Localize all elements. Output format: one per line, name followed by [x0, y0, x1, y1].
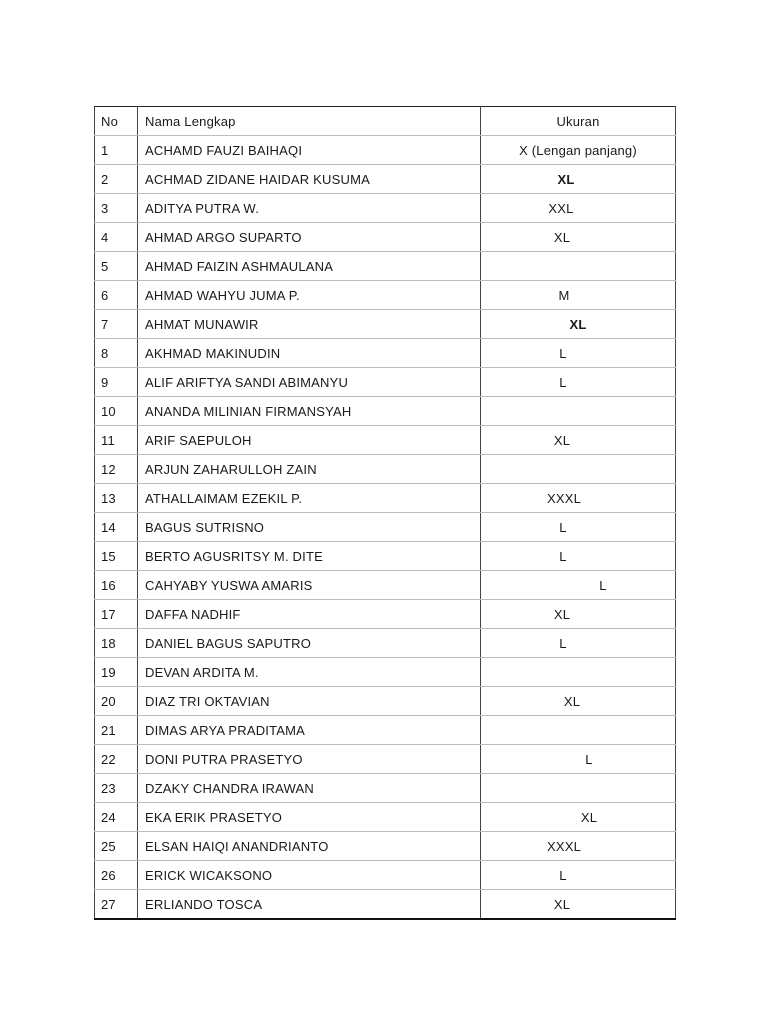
full-name: AHMAD FAIZIN ASHMAULANA: [138, 252, 481, 281]
shirt-size-cell: [481, 194, 676, 223]
size-roster-table: [94, 106, 676, 920]
shirt-size-cell: [481, 629, 676, 658]
row-number: 24: [95, 803, 138, 832]
table-row: [95, 165, 676, 194]
shirt-size: M: [558, 287, 570, 303]
full-name: AKHMAD MAKINUDIN: [138, 339, 481, 368]
full-name: DZAKY CHANDRA IRAWAN: [138, 774, 481, 803]
shirt-size: XXXL: [546, 838, 582, 854]
full-name: ERLIANDO TOSCA: [138, 890, 481, 920]
full-name: ACHAMD FAUZI BAIHAQI: [138, 136, 481, 165]
row-number: 9: [95, 368, 138, 397]
shirt-size: L: [559, 374, 567, 390]
table-row: [95, 368, 676, 397]
shirt-size: L: [559, 635, 567, 651]
table-row: [95, 136, 676, 165]
row-number: 13: [95, 484, 138, 513]
row-number: 25: [95, 832, 138, 861]
table-row: [95, 774, 676, 803]
shirt-size: XL: [553, 229, 571, 245]
table-row: [95, 281, 676, 310]
shirt-size-cell: [481, 803, 676, 832]
shirt-size-cell: [481, 484, 676, 513]
row-number: 1: [95, 136, 138, 165]
shirt-size: L: [559, 867, 567, 883]
shirt-size-cell: [481, 658, 676, 687]
shirt-size-cell: [481, 252, 676, 281]
shirt-size-cell: [481, 455, 676, 484]
full-name: ALIF ARIFTYA SANDI ABIMANYU: [138, 368, 481, 397]
table-row: [95, 861, 676, 890]
table-row: [95, 803, 676, 832]
table-row: [95, 455, 676, 484]
shirt-size-cell: [481, 281, 676, 310]
shirt-size-cell: [481, 774, 676, 803]
table-row: [95, 542, 676, 571]
full-name: DANIEL BAGUS SAPUTRO: [138, 629, 481, 658]
table-header-row: [95, 107, 676, 136]
shirt-size-cell: [481, 165, 676, 194]
shirt-size-cell: [481, 223, 676, 252]
table-row: [95, 832, 676, 861]
full-name: DEVAN ARDITA M.: [138, 658, 481, 687]
row-number: 18: [95, 629, 138, 658]
row-number: 11: [95, 426, 138, 455]
row-number: 26: [95, 861, 138, 890]
table-row: [95, 513, 676, 542]
table-row: [95, 339, 676, 368]
full-name: EKA ERIK PRASETYO: [138, 803, 481, 832]
full-name: AHMAD WAHYU JUMA P.: [138, 281, 481, 310]
row-number: 5: [95, 252, 138, 281]
shirt-size: L: [585, 751, 593, 767]
row-number: 8: [95, 339, 138, 368]
full-name: ARJUN ZAHARULLOH ZAIN: [138, 455, 481, 484]
row-number: 14: [95, 513, 138, 542]
shirt-size-cell: [481, 600, 676, 629]
full-name: ELSAN HAIQI ANANDRIANTO: [138, 832, 481, 861]
table-row: [95, 629, 676, 658]
full-name: ERICK WICAKSONO: [138, 861, 481, 890]
shirt-size: XL: [580, 809, 598, 825]
row-number: 21: [95, 716, 138, 745]
full-name: BAGUS SUTRISNO: [138, 513, 481, 542]
table-row: [95, 223, 676, 252]
shirt-size-cell: [481, 339, 676, 368]
shirt-size-cell: [481, 426, 676, 455]
shirt-size: XL: [553, 606, 571, 622]
shirt-size-cell: [481, 861, 676, 890]
shirt-size-cell: [481, 687, 676, 716]
row-number: 22: [95, 745, 138, 774]
table-row: [95, 687, 676, 716]
shirt-size: XL: [553, 432, 571, 448]
table-row: [95, 890, 676, 920]
row-number: 23: [95, 774, 138, 803]
full-name: DIAZ TRI OKTAVIAN: [138, 687, 481, 716]
shirt-size-cell: [481, 136, 676, 165]
table-row: [95, 716, 676, 745]
row-number: 16: [95, 571, 138, 600]
row-number: 15: [95, 542, 138, 571]
table-row: [95, 571, 676, 600]
row-number: 27: [95, 890, 138, 920]
shirt-size: XXXL: [546, 490, 582, 506]
shirt-size-cell: [481, 832, 676, 861]
full-name: DONI PUTRA PRASETYO: [138, 745, 481, 774]
header-no: No: [95, 107, 138, 136]
header-size-label: Ukuran: [556, 113, 600, 129]
header-name: Nama Lengkap: [138, 107, 481, 136]
shirt-size: L: [559, 345, 567, 361]
shirt-size: XXL: [548, 200, 574, 216]
row-number: 10: [95, 397, 138, 426]
full-name: CAHYABY YUSWA AMARIS: [138, 571, 481, 600]
table-row: [95, 397, 676, 426]
row-number: 4: [95, 223, 138, 252]
shirt-size-cell: [481, 716, 676, 745]
shirt-size: XL: [557, 171, 575, 187]
header-size: [481, 107, 676, 136]
table-row: [95, 194, 676, 223]
full-name: ATHALLAIMAM EZEKIL P.: [138, 484, 481, 513]
shirt-size-cell: [481, 542, 676, 571]
full-name: ACHMAD ZIDANE HAIDAR KUSUMA: [138, 165, 481, 194]
table-row: [95, 745, 676, 774]
shirt-size-cell: [481, 745, 676, 774]
row-number: 12: [95, 455, 138, 484]
full-name: AHMAD ARGO SUPARTO: [138, 223, 481, 252]
shirt-size-cell: [481, 368, 676, 397]
table-row: [95, 484, 676, 513]
shirt-size-cell: [481, 513, 676, 542]
shirt-size: L: [599, 577, 607, 593]
full-name: AHMAT MUNAWIR: [138, 310, 481, 339]
table-row: [95, 310, 676, 339]
shirt-size: XL: [569, 316, 587, 332]
shirt-size-cell: [481, 571, 676, 600]
shirt-size: L: [559, 548, 567, 564]
row-number: 3: [95, 194, 138, 223]
table-row: [95, 252, 676, 281]
shirt-size: XL: [553, 896, 571, 912]
full-name: DAFFA NADHIF: [138, 600, 481, 629]
table-row: [95, 426, 676, 455]
row-number: 20: [95, 687, 138, 716]
row-number: 19: [95, 658, 138, 687]
full-name: BERTO AGUSRITSY M. DITE: [138, 542, 481, 571]
table-row: [95, 600, 676, 629]
full-name: ADITYA PUTRA W.: [138, 194, 481, 223]
shirt-size-cell: [481, 310, 676, 339]
row-number: 7: [95, 310, 138, 339]
row-number: 2: [95, 165, 138, 194]
shirt-size-cell: [481, 397, 676, 426]
row-number: 17: [95, 600, 138, 629]
row-number: 6: [95, 281, 138, 310]
shirt-size: X (Lengan panjang): [519, 142, 637, 158]
shirt-size: L: [559, 519, 567, 535]
table-row: [95, 658, 676, 687]
shirt-size: XL: [563, 693, 581, 709]
full-name: ANANDA MILINIAN FIRMANSYAH: [138, 397, 481, 426]
full-name: ARIF SAEPULOH: [138, 426, 481, 455]
shirt-size-cell: [481, 890, 676, 920]
full-name: DIMAS ARYA PRADITAMA: [138, 716, 481, 745]
